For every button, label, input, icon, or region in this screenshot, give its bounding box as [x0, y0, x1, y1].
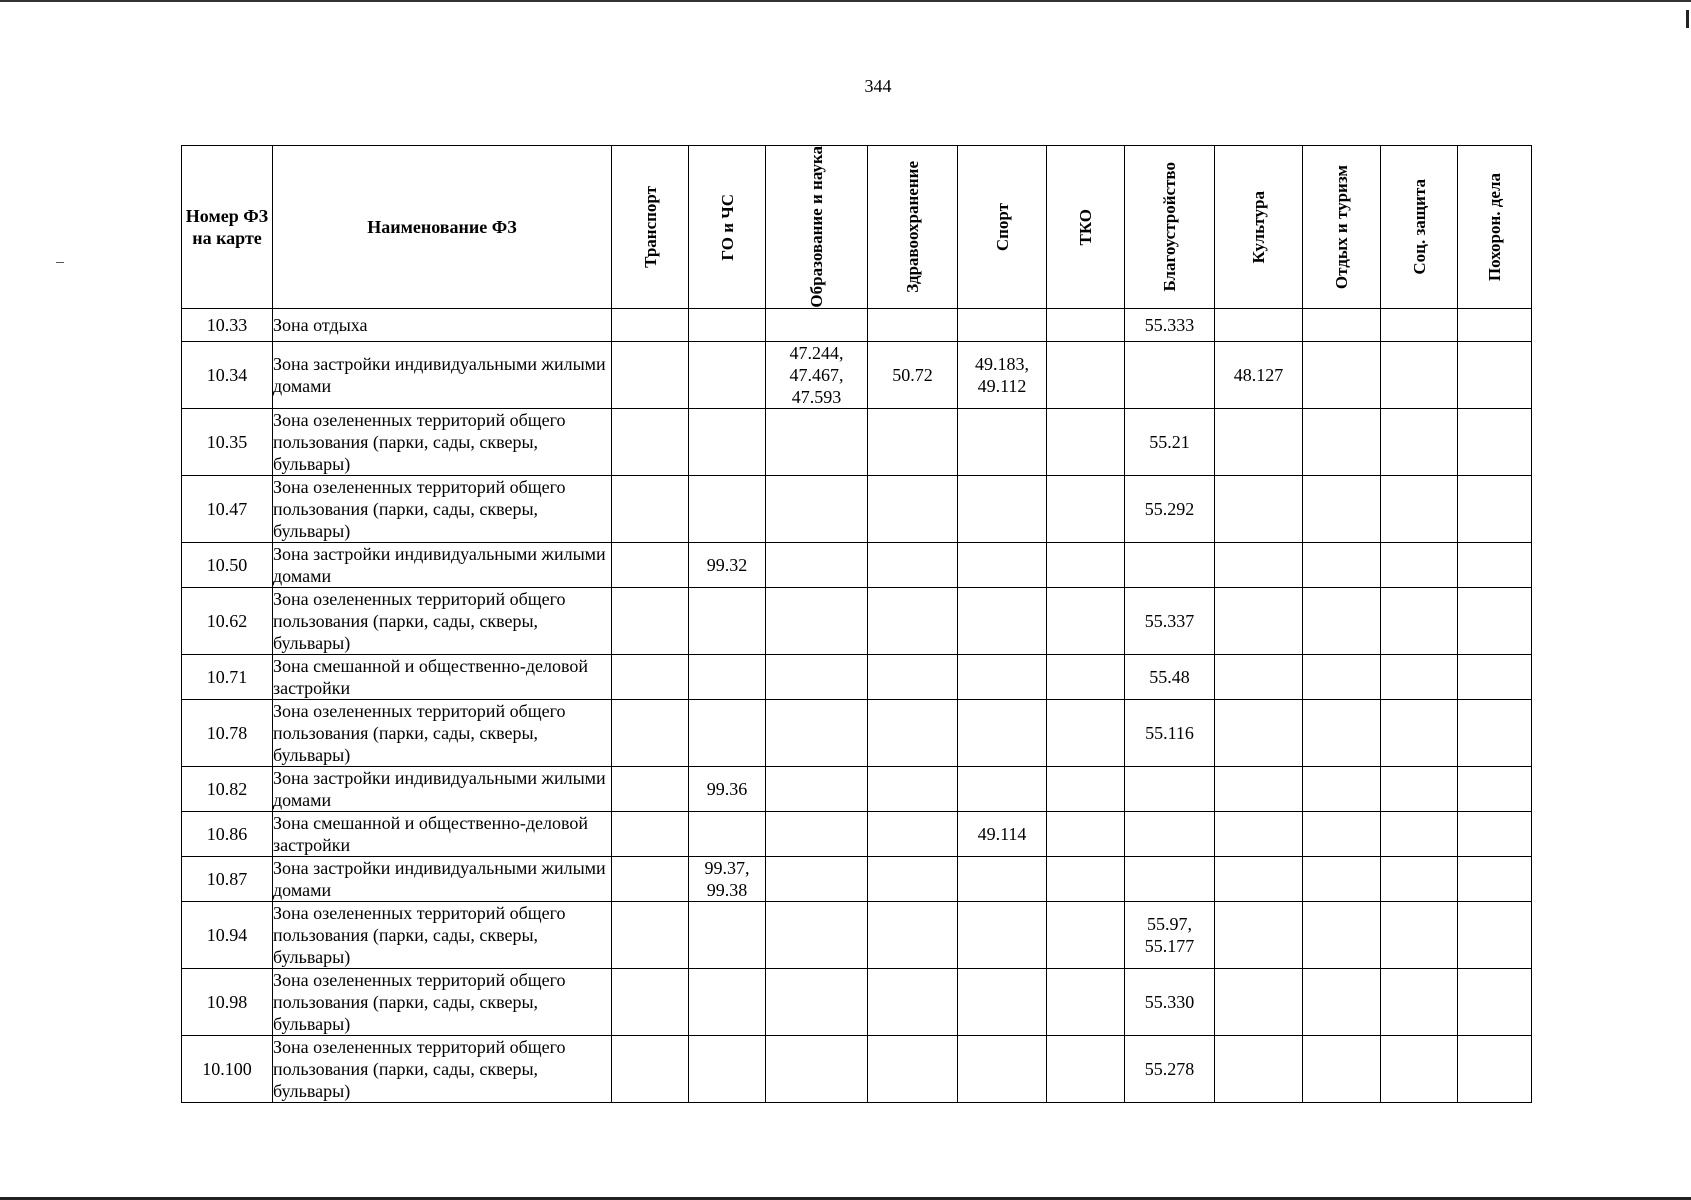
- zone-number-cell: 10.98: [182, 969, 273, 1036]
- table-row: [182, 857, 1532, 902]
- category-value-cell: [766, 969, 868, 1036]
- category-value-cell: 55.278: [1125, 1036, 1215, 1103]
- category-value-cell: 55.337: [1125, 588, 1215, 655]
- category-value-cell: [1381, 342, 1458, 409]
- category-value-cell: [1381, 700, 1458, 767]
- category-value-cell: [689, 812, 766, 857]
- category-value-cell: [1381, 655, 1458, 700]
- header-category: [689, 146, 766, 309]
- category-value-cell: [868, 588, 958, 655]
- category-value-cell: [1215, 588, 1303, 655]
- zone-number-cell: 10.33: [182, 309, 273, 342]
- category-value-cell: [958, 767, 1047, 812]
- zone-number-cell: 10.94: [182, 902, 273, 969]
- zone-name-cell: Зона застройки индивидуальными жилыми домами: [273, 857, 612, 902]
- category-value-cell: [868, 1036, 958, 1103]
- table-row: [182, 309, 1532, 342]
- category-value-cell: [612, 409, 689, 476]
- category-value-cell: 50.72: [868, 342, 958, 409]
- category-value-cell: [1125, 812, 1215, 857]
- category-value-cell: [958, 902, 1047, 969]
- category-value-cell: [1458, 543, 1532, 588]
- category-value-cell: [1303, 342, 1381, 409]
- category-value-cell: 99.32: [689, 543, 766, 588]
- category-value-cell: [1215, 902, 1303, 969]
- table-row: [182, 655, 1532, 700]
- category-value-cell: [1458, 309, 1532, 342]
- category-value-cell: [766, 309, 868, 342]
- category-value-cell: [766, 812, 868, 857]
- category-value-cell: [1458, 812, 1532, 857]
- category-value-cell: [1215, 309, 1303, 342]
- category-value-cell: [1215, 767, 1303, 812]
- category-value-cell: [1303, 1036, 1381, 1103]
- category-value-cell: [689, 655, 766, 700]
- category-value-cell: [1381, 767, 1458, 812]
- category-value-cell: [612, 812, 689, 857]
- zone-name-cell: Зона отдыха: [273, 309, 612, 342]
- header-category: [958, 146, 1047, 309]
- category-value-cell: [1381, 969, 1458, 1036]
- category-value-cell: [689, 700, 766, 767]
- table-row: [182, 409, 1532, 476]
- category-value-cell: 55.333: [1125, 309, 1215, 342]
- category-value-cell: [612, 588, 689, 655]
- zone-name-cell: Зона озелененных территорий общего пользования (парки, сады, скверы, бульвары): [273, 1036, 612, 1103]
- zone-name-cell: Зона озелененных территорий общего пользования (парки, сады, скверы, бульвары): [273, 476, 612, 543]
- category-value-cell: [1381, 588, 1458, 655]
- header-category-label: Транспорт: [640, 186, 660, 268]
- margin-tick: [56, 262, 64, 263]
- header-category-label: Похорон. дела: [1485, 172, 1504, 282]
- category-value-cell: [612, 476, 689, 543]
- category-value-cell: [1303, 969, 1381, 1036]
- category-value-cell: [868, 767, 958, 812]
- category-value-cell: [1125, 767, 1215, 812]
- category-value-cell: [1303, 767, 1381, 812]
- header-category-label: ГО и ЧС: [717, 193, 737, 261]
- table-body: [182, 309, 1532, 1103]
- header-category-label: Спорт: [992, 202, 1012, 252]
- zone-name-cell: Зона озелененных территорий общего пользования (парки, сады, скверы, бульвары): [273, 969, 612, 1036]
- category-value-cell: [1047, 588, 1125, 655]
- category-value-cell: [766, 767, 868, 812]
- zone-number-cell: 10.100: [182, 1036, 273, 1103]
- category-value-cell: [1047, 857, 1125, 902]
- category-value-cell: [1047, 655, 1125, 700]
- category-value-cell: [766, 655, 868, 700]
- category-value-cell: [1215, 1036, 1303, 1103]
- category-value-cell: 99.36: [689, 767, 766, 812]
- category-value-cell: [1458, 476, 1532, 543]
- category-value-cell: 99.37, 99.38: [689, 857, 766, 902]
- category-value-cell: [868, 309, 958, 342]
- category-value-cell: 55.21: [1125, 409, 1215, 476]
- category-value-cell: [1215, 409, 1303, 476]
- header-category: [612, 146, 689, 309]
- category-value-cell: [612, 1036, 689, 1103]
- category-value-cell: [1303, 476, 1381, 543]
- header-category: [1381, 146, 1458, 309]
- category-value-cell: [1381, 476, 1458, 543]
- zone-name-cell: Зона смешанной и общественно-деловой застройки: [273, 655, 612, 700]
- category-value-cell: [766, 409, 868, 476]
- category-value-cell: [1047, 342, 1125, 409]
- category-value-cell: [612, 857, 689, 902]
- header-category-label: Соц. защита: [1409, 179, 1429, 275]
- category-value-cell: 55.330: [1125, 969, 1215, 1036]
- category-value-cell: [958, 543, 1047, 588]
- zone-name-cell: Зона застройки индивидуальными жилыми домами: [273, 342, 612, 409]
- category-value-cell: [1047, 812, 1125, 857]
- category-value-cell: [868, 812, 958, 857]
- category-value-cell: [1125, 543, 1215, 588]
- category-value-cell: [1303, 409, 1381, 476]
- zone-number-cell: 10.34: [182, 342, 273, 409]
- category-value-cell: [958, 655, 1047, 700]
- header-category: [1125, 146, 1215, 309]
- table-row: [182, 543, 1532, 588]
- top-border-rule: [0, 0, 1691, 2]
- category-value-cell: [868, 969, 958, 1036]
- category-value-cell: [1215, 700, 1303, 767]
- header-category: [868, 146, 958, 309]
- category-value-cell: [868, 543, 958, 588]
- category-value-cell: [1047, 902, 1125, 969]
- category-value-cell: [1215, 543, 1303, 588]
- category-value-cell: [958, 857, 1047, 902]
- category-value-cell: [1381, 543, 1458, 588]
- zone-name-cell: Зона озелененных территорий общего пользования (парки, сады, скверы, бульвары): [273, 902, 612, 969]
- category-value-cell: [1303, 543, 1381, 588]
- category-value-cell: [766, 476, 868, 543]
- category-value-cell: [612, 342, 689, 409]
- zone-name-cell: Зона смешанной и общественно-деловой застройки: [273, 812, 612, 857]
- zone-name-cell: Зона озелененных территорий общего пользования (парки, сады, скверы, бульвары): [273, 700, 612, 767]
- category-value-cell: [612, 700, 689, 767]
- table-row: [182, 588, 1532, 655]
- category-value-cell: [958, 409, 1047, 476]
- table-row: [182, 476, 1532, 543]
- category-value-cell: [958, 476, 1047, 543]
- header-category: [766, 146, 868, 309]
- category-value-cell: [1047, 700, 1125, 767]
- header-category: [1303, 146, 1381, 309]
- category-value-cell: [1303, 812, 1381, 857]
- category-value-cell: [1047, 543, 1125, 588]
- category-value-cell: [1458, 857, 1532, 902]
- category-value-cell: 55.97, 55.177: [1125, 902, 1215, 969]
- category-value-cell: [1047, 767, 1125, 812]
- header-category-label: Отдых и туризм: [1332, 164, 1351, 290]
- category-value-cell: 47.244, 47.467, 47.593: [766, 342, 868, 409]
- category-value-cell: [1047, 969, 1125, 1036]
- table-row: [182, 902, 1532, 969]
- category-value-cell: [1458, 588, 1532, 655]
- header-zone-name: Наименование ФЗ: [273, 146, 612, 309]
- category-value-cell: [868, 902, 958, 969]
- header-category: [1458, 146, 1532, 309]
- category-value-cell: [612, 309, 689, 342]
- category-value-cell: [689, 342, 766, 409]
- category-value-cell: [689, 969, 766, 1036]
- category-value-cell: [1458, 1036, 1532, 1103]
- category-value-cell: [1215, 655, 1303, 700]
- table-row: [182, 767, 1532, 812]
- category-value-cell: [1458, 902, 1532, 969]
- category-value-cell: [1381, 409, 1458, 476]
- category-value-cell: [868, 655, 958, 700]
- zone-number-cell: 10.87: [182, 857, 273, 902]
- category-value-cell: [1215, 969, 1303, 1036]
- zone-number-cell: 10.82: [182, 767, 273, 812]
- zone-number-cell: 10.50: [182, 543, 273, 588]
- category-value-cell: [868, 700, 958, 767]
- category-value-cell: [612, 767, 689, 812]
- category-value-cell: [1125, 342, 1215, 409]
- zone-number-cell: 10.86: [182, 812, 273, 857]
- category-value-cell: 49.114: [958, 812, 1047, 857]
- table-row: [182, 1036, 1532, 1103]
- category-value-cell: [1303, 857, 1381, 902]
- category-value-cell: [1381, 812, 1458, 857]
- category-value-cell: [612, 969, 689, 1036]
- table-row: [182, 342, 1532, 409]
- category-value-cell: [1047, 309, 1125, 342]
- category-value-cell: [766, 543, 868, 588]
- page-number: 344: [864, 76, 892, 96]
- category-value-cell: [612, 543, 689, 588]
- category-value-cell: [689, 309, 766, 342]
- category-value-cell: [1303, 309, 1381, 342]
- category-value-cell: [1303, 700, 1381, 767]
- zone-number-cell: 10.35: [182, 409, 273, 476]
- zones-table: [181, 145, 1532, 1103]
- header-category: [1215, 146, 1303, 309]
- header-category: [1047, 146, 1125, 309]
- table-row: [182, 969, 1532, 1036]
- category-value-cell: [766, 902, 868, 969]
- header-zone-number: Номер ФЗ на карте: [182, 146, 273, 309]
- category-value-cell: [1458, 655, 1532, 700]
- category-value-cell: [766, 700, 868, 767]
- header-category-label: Благоустройство: [1160, 162, 1179, 292]
- category-value-cell: [689, 588, 766, 655]
- category-value-cell: [958, 588, 1047, 655]
- category-value-cell: [1215, 857, 1303, 902]
- category-value-cell: [1303, 588, 1381, 655]
- category-value-cell: [766, 588, 868, 655]
- category-value-cell: [1381, 309, 1458, 342]
- category-value-cell: [1458, 700, 1532, 767]
- category-value-cell: [958, 969, 1047, 1036]
- category-value-cell: [1303, 902, 1381, 969]
- category-value-cell: 49.183, 49.112: [958, 342, 1047, 409]
- zone-name-cell: Зона озелененных территорий общего пользования (парки, сады, скверы, бульвары): [273, 588, 612, 655]
- category-value-cell: [689, 409, 766, 476]
- category-value-cell: [612, 655, 689, 700]
- category-value-cell: [868, 409, 958, 476]
- zone-number-cell: 10.47: [182, 476, 273, 543]
- zone-name-cell: Зона застройки индивидуальными жилыми домами: [273, 767, 612, 812]
- category-value-cell: [1215, 476, 1303, 543]
- header-category-label: ТКО: [1076, 208, 1095, 246]
- zone-name-cell: Зона озелененных территорий общего пользования (парки, сады, скверы, бульвары): [273, 409, 612, 476]
- header-category-label: Культура: [1249, 190, 1268, 264]
- category-value-cell: [1458, 767, 1532, 812]
- category-value-cell: 48.127: [1215, 342, 1303, 409]
- category-value-cell: [1303, 655, 1381, 700]
- table-header-row: [182, 146, 1532, 309]
- category-value-cell: [1458, 342, 1532, 409]
- category-value-cell: [1458, 969, 1532, 1036]
- zone-number-cell: 10.62: [182, 588, 273, 655]
- category-value-cell: [1215, 812, 1303, 857]
- category-value-cell: [612, 902, 689, 969]
- category-value-cell: [766, 1036, 868, 1103]
- table-row: [182, 812, 1532, 857]
- category-value-cell: [958, 309, 1047, 342]
- category-value-cell: [1047, 409, 1125, 476]
- header-category-label: Образование и наука: [807, 146, 826, 308]
- category-value-cell: 55.292: [1125, 476, 1215, 543]
- table-row: [182, 700, 1532, 767]
- category-value-cell: [689, 902, 766, 969]
- category-value-cell: [958, 1036, 1047, 1103]
- category-value-cell: [1125, 857, 1215, 902]
- category-value-cell: [1381, 1036, 1458, 1103]
- zone-number-cell: 10.71: [182, 655, 273, 700]
- scan-edge-mark: [1686, 10, 1689, 28]
- zone-number-cell: 10.78: [182, 700, 273, 767]
- zone-name-cell: Зона застройки индивидуальными жилыми домами: [273, 543, 612, 588]
- category-value-cell: [1381, 902, 1458, 969]
- category-value-cell: [766, 857, 868, 902]
- category-value-cell: [689, 476, 766, 543]
- category-value-cell: [689, 1036, 766, 1103]
- header-category-label: Здравоохранение: [903, 161, 922, 293]
- category-value-cell: [1047, 1036, 1125, 1103]
- category-value-cell: [868, 476, 958, 543]
- category-value-cell: [1047, 476, 1125, 543]
- category-value-cell: [868, 857, 958, 902]
- category-value-cell: 55.48: [1125, 655, 1215, 700]
- category-value-cell: [1458, 409, 1532, 476]
- category-value-cell: [1381, 857, 1458, 902]
- category-value-cell: [958, 700, 1047, 767]
- category-value-cell: 55.116: [1125, 700, 1215, 767]
